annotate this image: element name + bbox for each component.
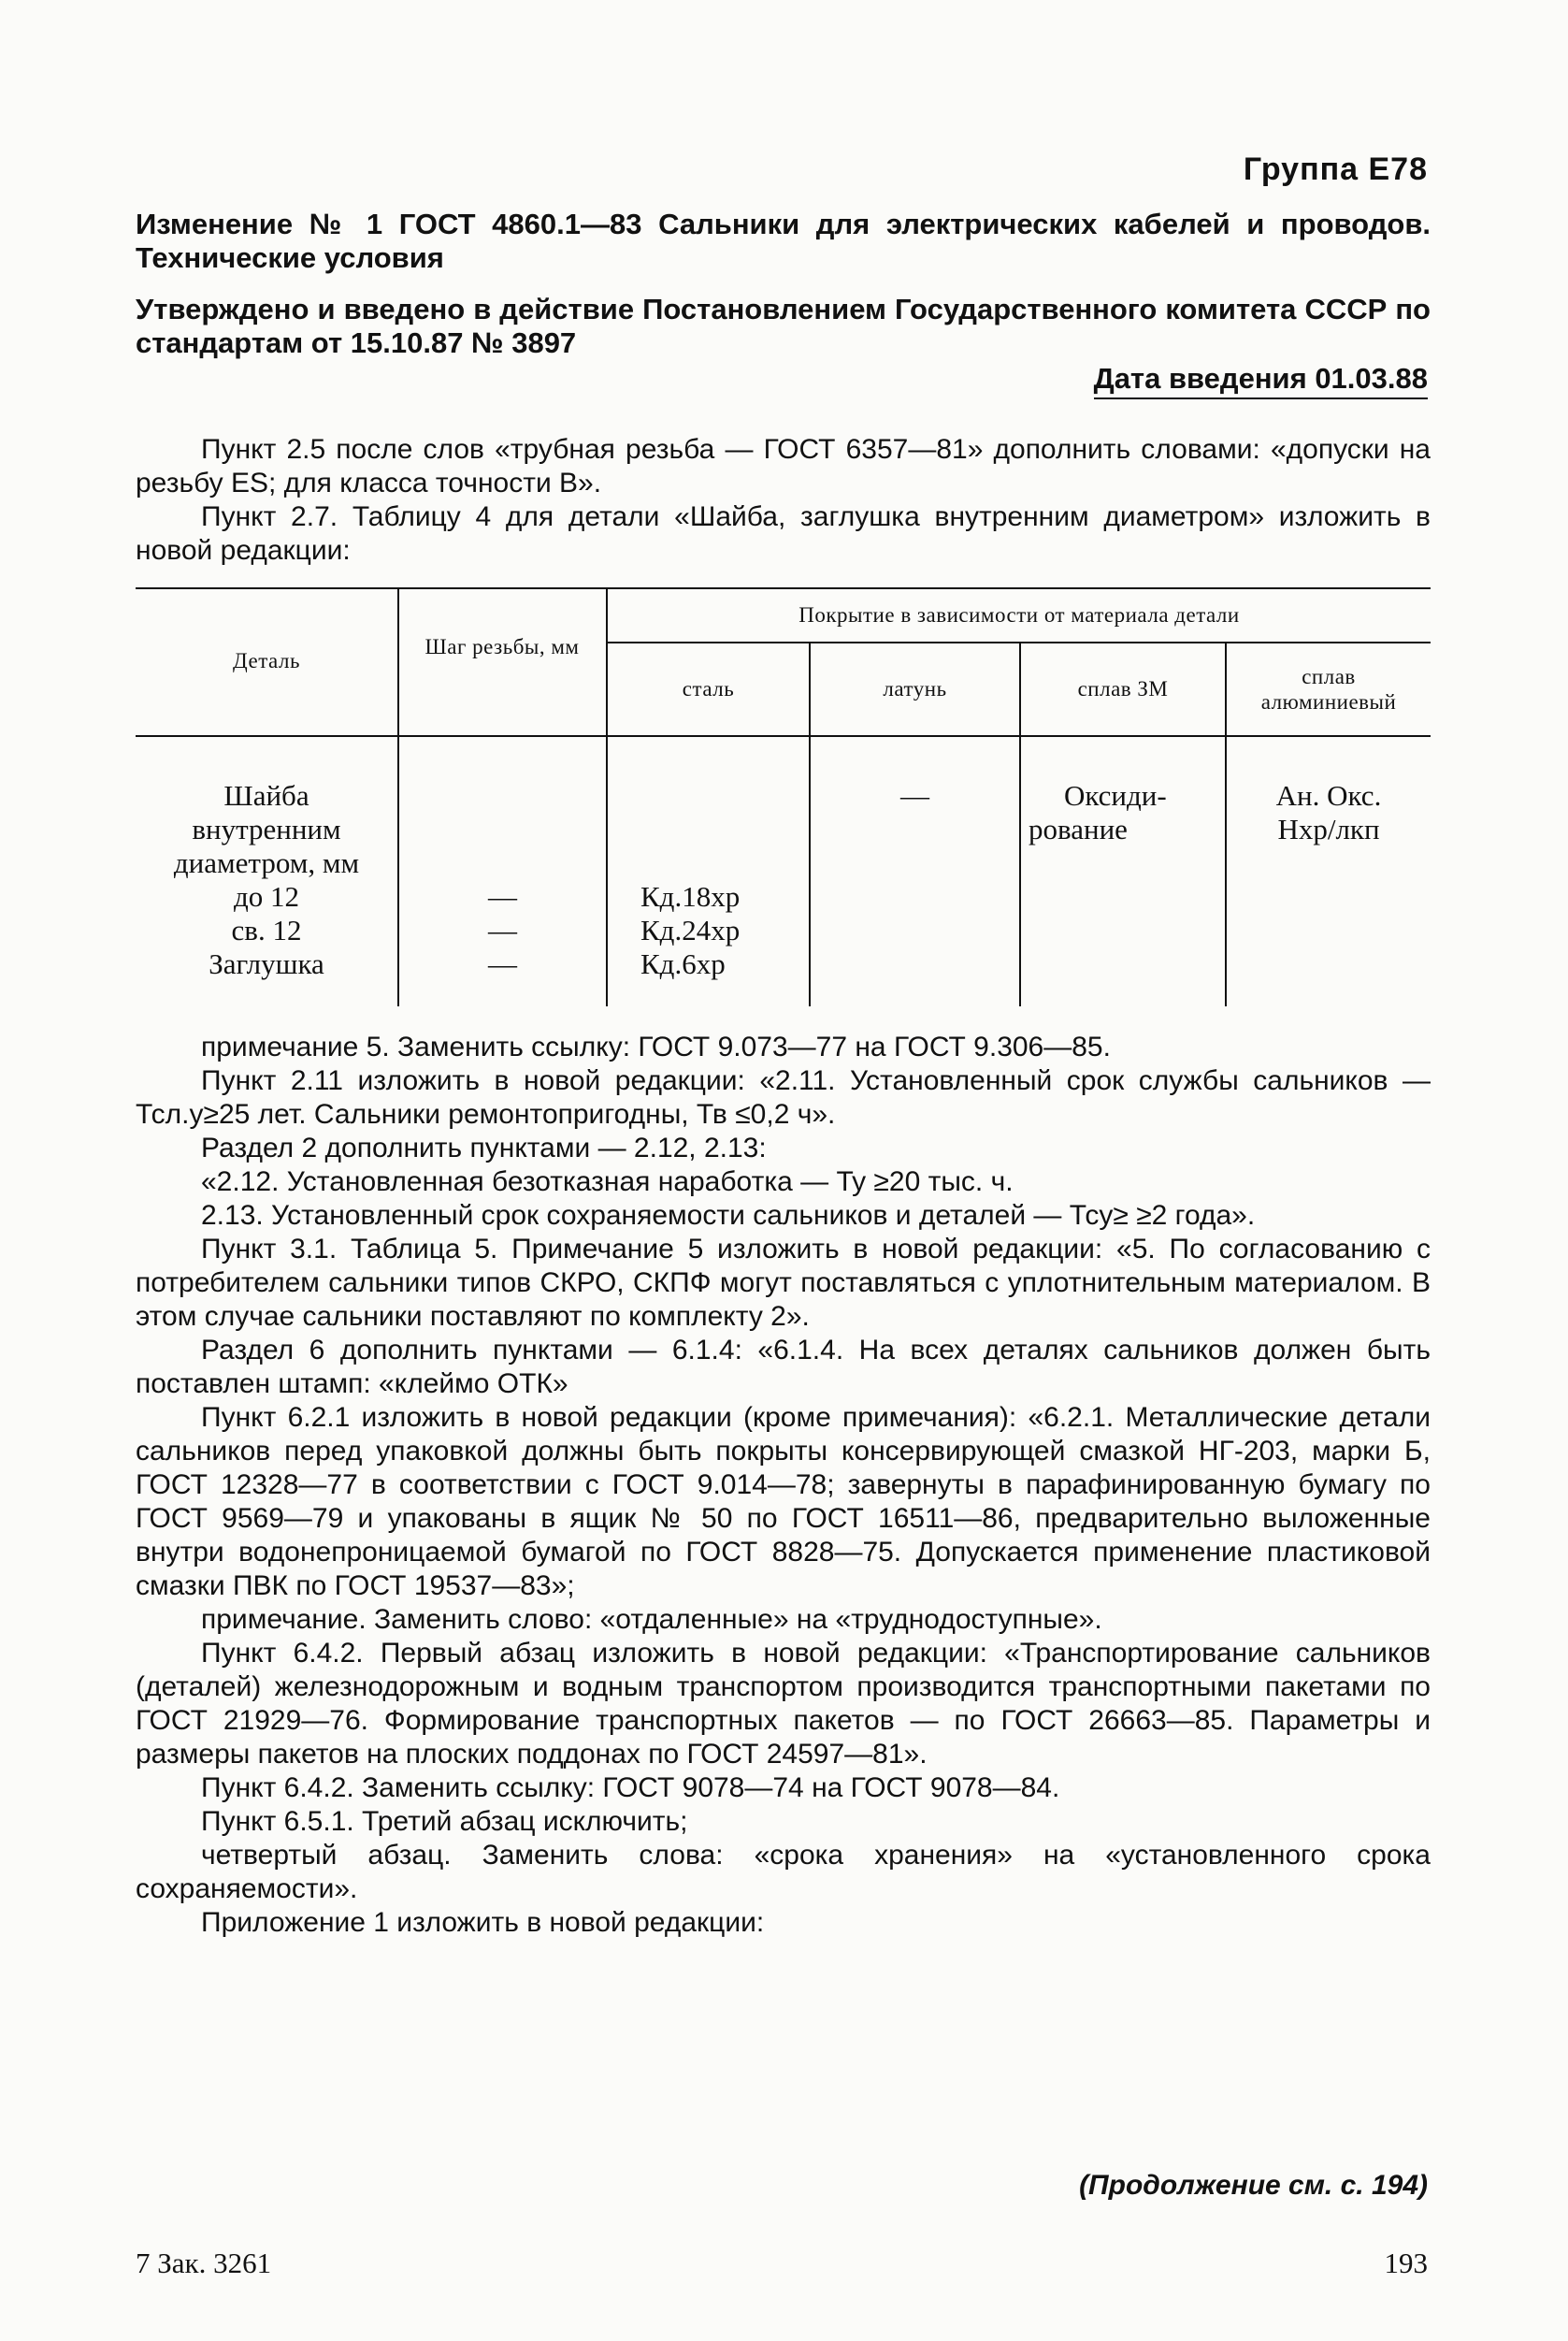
- pitch-line: —: [488, 914, 517, 947]
- steel-line: Кд.24хр: [640, 914, 741, 947]
- part-line: до 12: [233, 880, 300, 913]
- document-title: Изменение № 1 ГОСТ 4860.1—83 Сальники для электрических кабелей и проводов. Технические условия: [136, 208, 1431, 274]
- amendment-body: [136, 1031, 1431, 1940]
- coating-table: [136, 587, 1431, 1006]
- part-line: Заглушка: [209, 947, 324, 980]
- table-header-rule: [136, 735, 1431, 737]
- part-line: св. 12: [231, 914, 302, 947]
- group-code: Группа Е78: [1243, 152, 1428, 187]
- cell-part: [136, 779, 397, 981]
- aluminium-line: Ан. Окс.: [1275, 779, 1382, 812]
- header-aluminium-alloy: сплав алюминиевый: [1260, 665, 1397, 714]
- paragraph: Пункт 2.11 изложить в новой редакции: «2.11. Установленный срок службы сальников — Тсл.у≥25 лет. Сальники ремонтопригодны, Тв ≤0,2 ч».: [136, 1065, 1431, 1130]
- paragraph: Пункт 2.7. Таблицу 4 для детали «Шайба, заглушка внутренним диаметром» изложить в новой редакции:: [136, 501, 1431, 566]
- cell-steel: [640, 880, 809, 981]
- approval-block: [136, 293, 1431, 360]
- paragraph: Раздел 6 дополнить пунктами — 6.1.4: «6.1.4. На всех деталях сальников должен быть поставлен штамп: «клеймо ОТК»: [136, 1335, 1431, 1399]
- cell-pitch: [399, 880, 606, 981]
- paragraph: Пункт 6.5.1. Третий абзац исключить;: [201, 1806, 688, 1837]
- document-title-block: [136, 208, 1431, 275]
- aluminium-line: Нхр/лкп: [1277, 813, 1380, 845]
- page-number: 193: [1384, 2247, 1428, 2279]
- paragraph: Пункт 2.5 после слов «трубная резьба — ГОСТ 6357—81» дополнить словами: «допуски на резьбу ES; для класса точности В».: [136, 434, 1431, 499]
- part-line: диаметром, мм: [173, 846, 360, 879]
- continued-note: (Продолжение см. с. 194): [1079, 2170, 1428, 2201]
- table-col-rule: [606, 587, 608, 1006]
- order-number: 7 Зак. 3261: [136, 2247, 272, 2279]
- pitch-line: —: [488, 880, 517, 913]
- steel-line: Кд.18хр: [640, 880, 741, 913]
- paragraph: Раздел 2 дополнить пунктами — 2.12, 2.13:: [201, 1133, 767, 1163]
- paragraph: примечание 5. Заменить ссылку: ГОСТ 9.073—77 на ГОСТ 9.306—85.: [201, 1032, 1111, 1062]
- steel-line: Кд.6хр: [640, 947, 726, 980]
- paragraph: «2.12. Установленная безотказная наработка — Ту ≥20 тыс. ч.: [201, 1166, 1014, 1197]
- zm-line: Оксиди-: [1064, 779, 1167, 812]
- zm-line: рование: [1029, 813, 1128, 845]
- cell-zm-alloy: [1029, 779, 1225, 846]
- header-brass: латунь: [883, 677, 947, 701]
- header-zm-alloy: сплав ЗМ: [1077, 677, 1169, 701]
- part-line: внутренним: [192, 813, 341, 845]
- intro-date: Дата введения 01.03.88: [1094, 362, 1428, 399]
- header-coating-group: Покрытие в зависимости от материала детали: [798, 603, 1240, 627]
- pitch-line: —: [488, 947, 517, 980]
- cell-aluminium-alloy: [1227, 779, 1431, 846]
- paragraph: примечание. Заменить слово: «отдаленные» на «труднодоступные».: [201, 1604, 1102, 1635]
- header-part: Деталь: [233, 649, 300, 672]
- paragraph: Пункт 6.2.1 изложить в новой редакции (кроме примечания): «6.2.1. Металлические детали сальников перед упаковкой должны быть покрыты консервирующей смазкой НГ-203, марки Б, ГОСТ 12328—77 в соответствии с ГОСТ 9.014—78; завернуты в парафинированную бумагу по ГОСТ 9569—79 и упакованы в ящик № 50 по ГОСТ 16511—86, предварительно выложенные внутри водонепроницаемой бумагой по ГОСТ 8828—75. Допускается применение пластиковой смазки ПВК по ГОСТ 19537—83»;: [136, 1402, 1431, 1601]
- paragraph: Пункт 3.1. Таблица 5. Примечание 5 изложить в новой редакции: «5. По согласованию с потребителем сальники типов СКРО, СКПФ могут поставляться с уплотнительным материалом. В этом случае сальники поставляют по комплекту 2».: [136, 1234, 1431, 1332]
- paragraph: Пункт 6.4.2. Первый абзац изложить в новой редакции: «Транспортирование сальников (деталей) железнодорожным и водным транспортом производится транспортными пакетами по ГОСТ 21929—76. Формирование транспортных пакетов — по ГОСТ 26663—85. Параметры и размеры пакетов на плоских поддонах по ГОСТ 24597—81».: [136, 1638, 1431, 1770]
- paragraph: Пункт 6.4.2. Заменить ссылку: ГОСТ 9078—74 на ГОСТ 9078—84.: [201, 1772, 1060, 1803]
- paragraph: четвертый абзац. Заменить слова: «срока хранения» на «установленного срока сохраняемости».: [136, 1840, 1431, 1904]
- header-pitch: Шаг резьбы, мм: [424, 635, 580, 658]
- table-top-rule: [136, 587, 1431, 589]
- part-line: Шайба: [223, 779, 309, 812]
- approval-statement: Утверждено и введено в действие Постановлением Государственного комитета СССР по стандартам от 15.10.87 № 3897: [136, 293, 1431, 359]
- paragraph: 2.13. Установленный срок сохраняемости сальников и деталей — Тсу≥ ≥2 года».: [201, 1200, 1256, 1231]
- header-steel: сталь: [682, 677, 735, 701]
- cell-brass: —: [900, 779, 929, 812]
- paragraph: Приложение 1 изложить в новой редакции:: [201, 1907, 765, 1938]
- intro-paragraphs: [136, 433, 1431, 568]
